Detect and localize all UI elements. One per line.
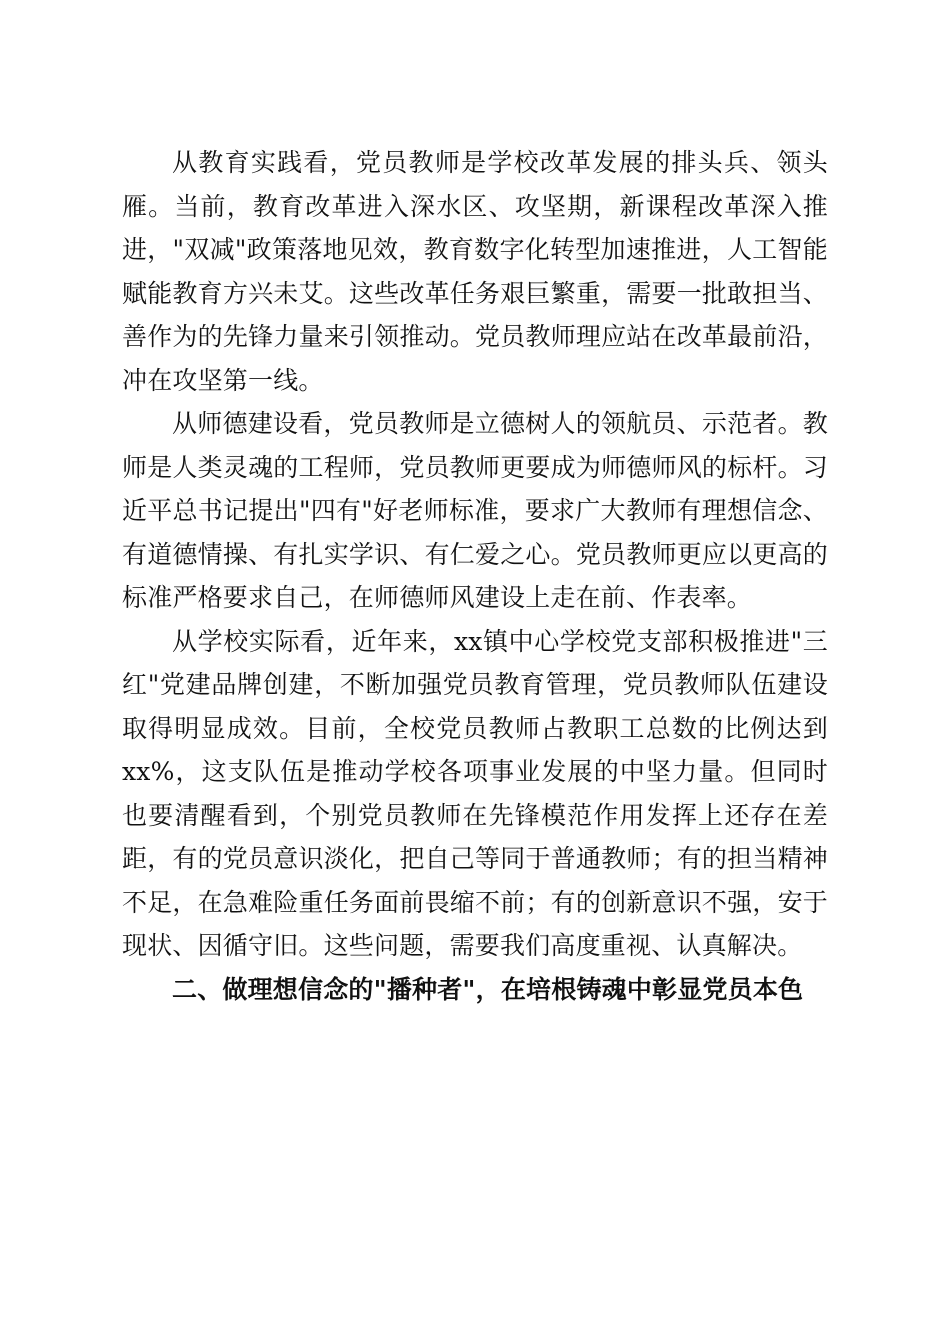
paragraph-education-practice: 从教育实践看，党员教师是学校改革发展的排头兵、领头雁。当前，教育改革进入深水区、攻坚期，新课程改革深入推进，"双减"政策落地见效，教育数字化转型加速推进，人工智能赋能教育方兴未艾。这些改革任务艰巨繁重，需要一批敢担当、善作为的先锋力量来引领推动。党员教师理应站在改革最前沿，冲在攻坚第一线。 (122, 148, 828, 395)
paragraph-teacher-ethics: 从师德建设看，党员教师是立德树人的领航员、示范者。教师是人类灵魂的工程师，党员教师更要成为师德师风的标杆。习近平总书记提出"四有"好老师标准，要求广大教师有理想信念、有道德情操、有扎实学识、有仁爱之心。党员教师更应以更高的标准严格要求自己，在师德师风建设上走在前、作表率。 (122, 409, 828, 612)
paragraph-school-reality: 从学校实际看，近年来，xx镇中心学校党支部积极推进"三红"党建品牌创建，不断加强党员教育管理，党员教师队伍建设取得明显成效。目前，全校党员教师占教职工总数的比例达到xx%，这支队伍是推动学校各项事业发展的中坚力量。但同时也要清醒看到，个别党员教师在先锋模范作用发挥上还存在差距，有的党员意识淡化，把自己等同于普通教师；有的担当精神不足，在急难险重任务面前畏缩不前；有的创新意识不强，安于现状、因循守旧。这些问题，需要我们高度重视、认真解决。 (122, 626, 828, 960)
document-body (122, 141, 828, 1011)
section-heading: 二、做理想信念的"播种者"，在培根铸魂中彰显党员本色 (172, 974, 804, 1004)
